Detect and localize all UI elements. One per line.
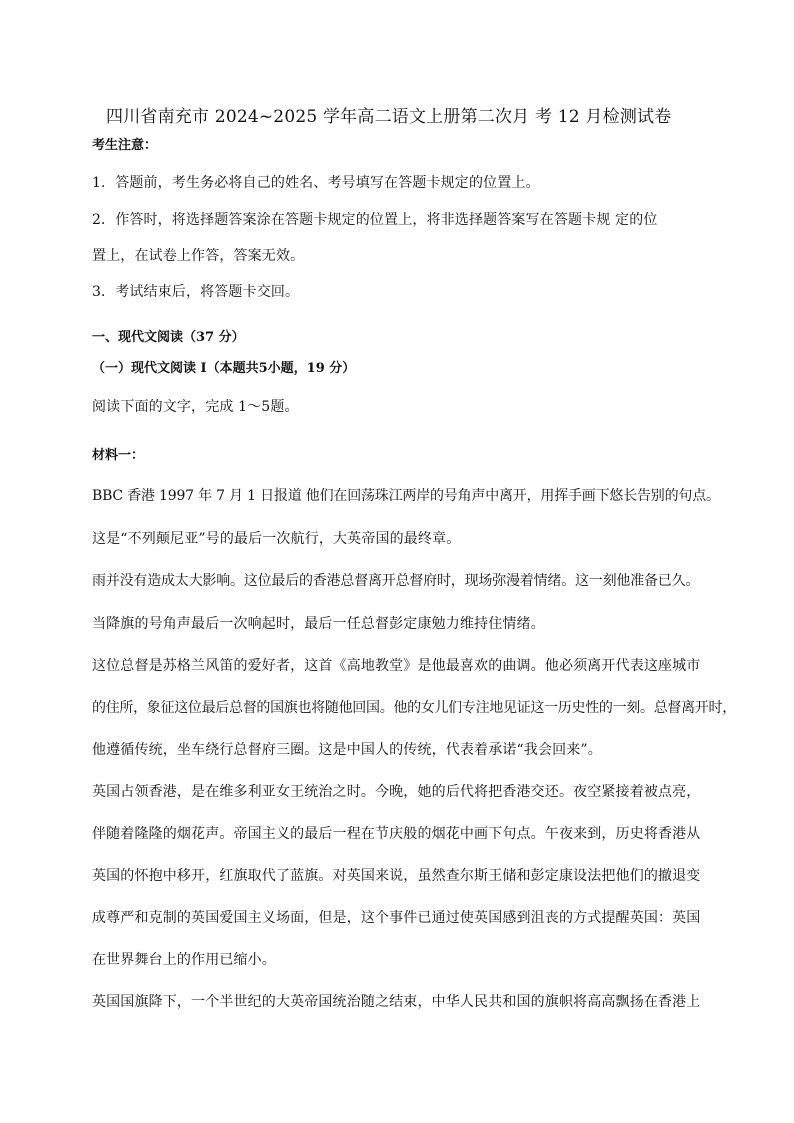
paragraph-line: 英国的怀抱中移开，红旗取代了蓝旗。对英国来说，虽然查尔斯王储和彭定康设法把他们的撤退变 — [92, 868, 701, 884]
notice-heading: 考生注意： — [92, 138, 158, 153]
paragraph-line: BBC 香港 1997 年 7 月 1 日报道 他们在回荡珠江两岸的号角声中离开，用挥手画下悠长告别的句点。 — [92, 488, 720, 504]
paragraph-line: 这是“不列颠尼亚”号的最后一次航行，大英帝国的最终章。 — [92, 531, 461, 547]
paragraph-line: 伴随着隆隆的烟花声。帝国主义的最后一程在节庆般的烟花中画下句点。午夜来到，历史将香港从 — [92, 826, 701, 842]
paragraph-line: 英国占领香港，是在维多利亚女王统治之时。今晚，她的后代将把香港交还。夜空紧接着被点亮， — [92, 784, 701, 800]
notice-item-2-continued: 置上，在试卷上作答，答案无效。 — [92, 248, 305, 264]
paragraph-line: 他遵循传统，坐车绕行总督府三圈。这是中国人的传统，代表着承诺“我会回来”。 — [92, 742, 602, 758]
notice-item-1: 1．答题前，考生务必将自己的姓名、考号填写在答题卡规定的位置上。 — [92, 175, 540, 191]
paragraph-line: 这位总督是苏格兰风笛的爱好者，这首《高地教堂》是他最喜欢的曲调。他必须离开代表这座城市 — [92, 658, 701, 674]
paragraph-line: 英国国旗降下，一个半世纪的大英帝国统治随之结束，中华人民共和国的旗帜将高高飘扬在香港上 — [92, 994, 701, 1010]
paragraph-line: 当降旗的号角声最后一次响起时，最后一任总督彭定康勉力维持住情绪。 — [92, 616, 545, 632]
subsection-heading: （一）现代文阅读 Ⅰ（本题共5小题，19 分） — [92, 361, 356, 376]
exam-title: 四川省南充市 2024~2025 学年高二语文上册第二次月 考 12 月检测试卷 — [106, 107, 672, 127]
material-label: 材料一： — [92, 448, 145, 463]
reading-instruction: 阅读下面的文字，完成 1～5题。 — [92, 399, 299, 415]
paragraph-line: 成尊严和克制的英国爱国主义场面，但是，这个事件已通过使英国感到沮丧的方式提醒英国：英国 — [92, 910, 701, 926]
paragraph-line: 雨并没有造成太大影响。这位最后的香港总督离开总督府时，现场弥漫着情绪。这一刻他准备已久。 — [92, 573, 700, 589]
notice-item-3: 3．考试结束后，将答题卡交回。 — [92, 284, 300, 300]
section-heading: 一、现代文阅读（37 分） — [92, 330, 245, 345]
paragraph-line: 的住所，象征这位最后总督的国旗也将随他回国。他的女儿们专注地见证这一历史性的一刻。总督离开时， — [92, 700, 736, 716]
notice-item-2: 2．作答时，将选择题答案涂在答题卡规定的位置上，将非选择题答案写在答题卡规 定的位 — [92, 212, 658, 228]
paragraph-line: 在世界舞台上的作用已缩小。 — [92, 952, 276, 968]
